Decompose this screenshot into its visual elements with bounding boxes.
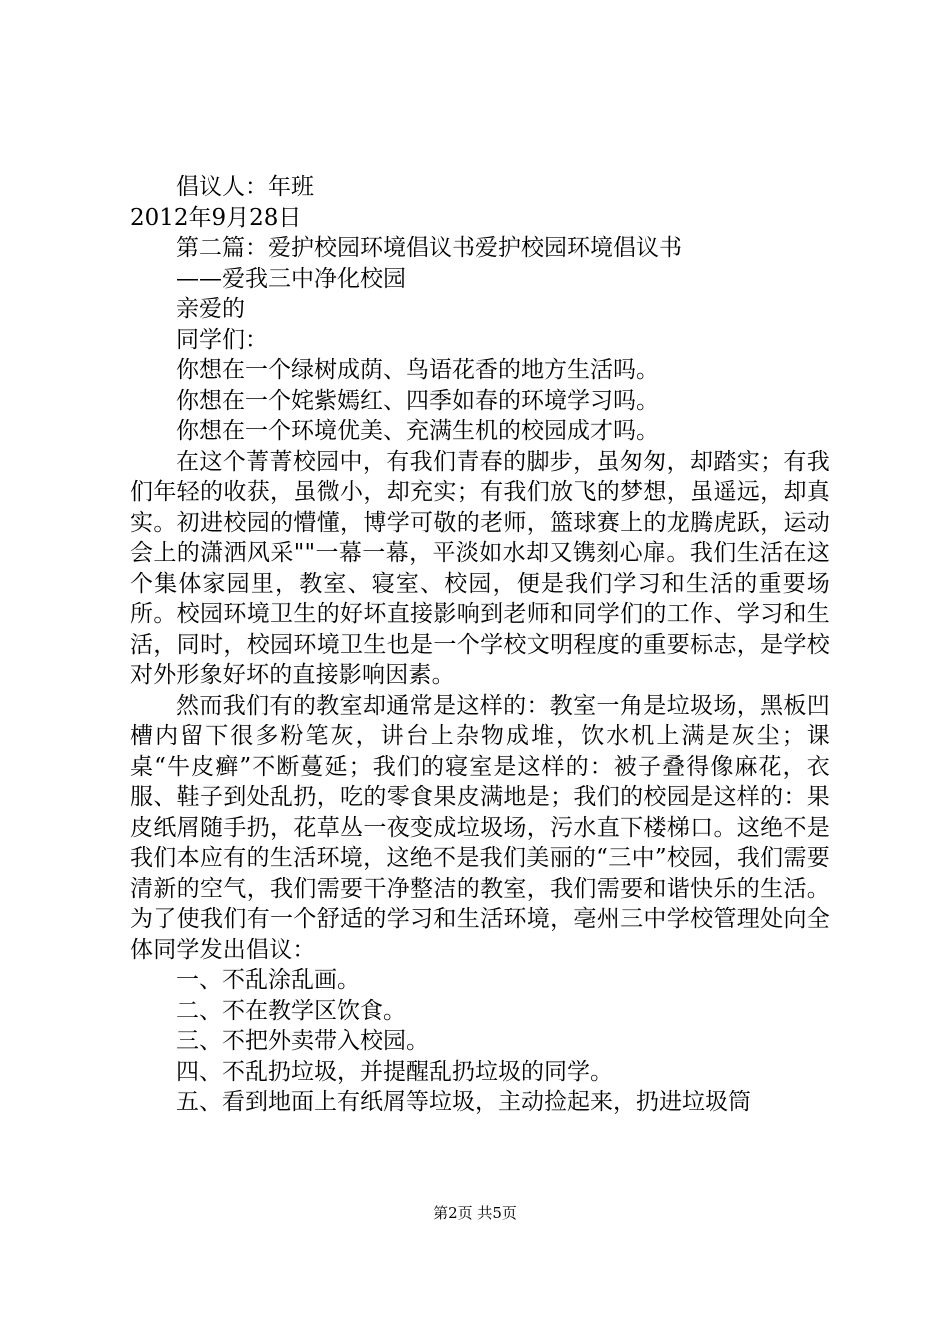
question-line: 你想在一个绿树成荫、鸟语花香的地方生活吗。	[176, 357, 659, 383]
subtitle: ——爱我三中净化校园	[176, 265, 406, 292]
section-title: 第二篇：爱护校园环境倡议书爱护校园环境倡议书	[176, 235, 682, 261]
signature-label: 倡议人：年班	[176, 174, 314, 200]
proposal-item: 三、不把外卖带入校园。	[176, 1028, 429, 1054]
document-date: 2012年9月28日	[130, 204, 302, 231]
proposal-item: 二、不在教学区饮食。	[176, 997, 406, 1024]
salutation-line-1: 亲爱的	[176, 296, 245, 322]
proposal-item: 一、不乱涂乱画。	[176, 967, 360, 993]
question-line: 你想在一个姹紫嫣红、四季如春的环境学习吗。	[176, 387, 659, 414]
body-paragraph: 在这个菁菁校园中，有我们青春的脚步，虽匆匆，却踏实；有我们年轻的收获，虽微小，却充实；有我们放飞的梦想，虽遥远，却真实。初进校园的懵懂，博学可敬的老师，篮球赛上的龙腾虎跃，运动会上的潇洒风采""一幕一幕，平淡如水却又镌刻心扉。我们生活在这个集体家园里，教室、寝室、校园，便是我们学习和生活的重要场所。校园环境卫生的好坏直接影响到老师和同学们的工作、学习和生活，同时，校园环境卫生也是一个学校文明程度的重要标志，是学校对外形象好坏的直接影响因素。	[130, 448, 830, 688]
question-line: 你想在一个环境优美、充满生机的校园成才吗。	[176, 418, 659, 444]
page-footer: 第2页 共5页	[433, 1204, 517, 1222]
body-paragraph: 然而我们有的教室却通常是这样的：教室一角是垃圾场，黑板凹槽内留下很多粉笔灰，讲台上杂物成堆，饮水机上满是灰尘；课桌“牛皮癣”不断蔓延；我们的寝室是这样的：被子叠得像麻花，衣服、鞋子到处乱扔，吃的零食果皮满地是；我们的校园是这样的：果皮纸屑随手扔，花草丛一夜变成垃圾场，污水直下楼梯口。这绝不是我们本应有的生活环境，这绝不是我们美丽的“三中”校园，我们需要清新的空气，我们需要干净整洁的教室，我们需要和谐快乐的生活。为了使我们有一个舒适的学习和生活环境，亳州三中学校管理处向全体同学发出倡议：	[130, 692, 830, 963]
proposal-item: 五、看到地面上有纸屑等垃圾，主动捡起来，扔进垃圾筒	[176, 1089, 751, 1115]
salutation-line-2: 同学们：	[176, 326, 268, 353]
document-body	[130, 172, 830, 1118]
proposal-item: 四、不乱扔垃圾，并提醒乱扔垃圾的同学。	[176, 1058, 613, 1085]
